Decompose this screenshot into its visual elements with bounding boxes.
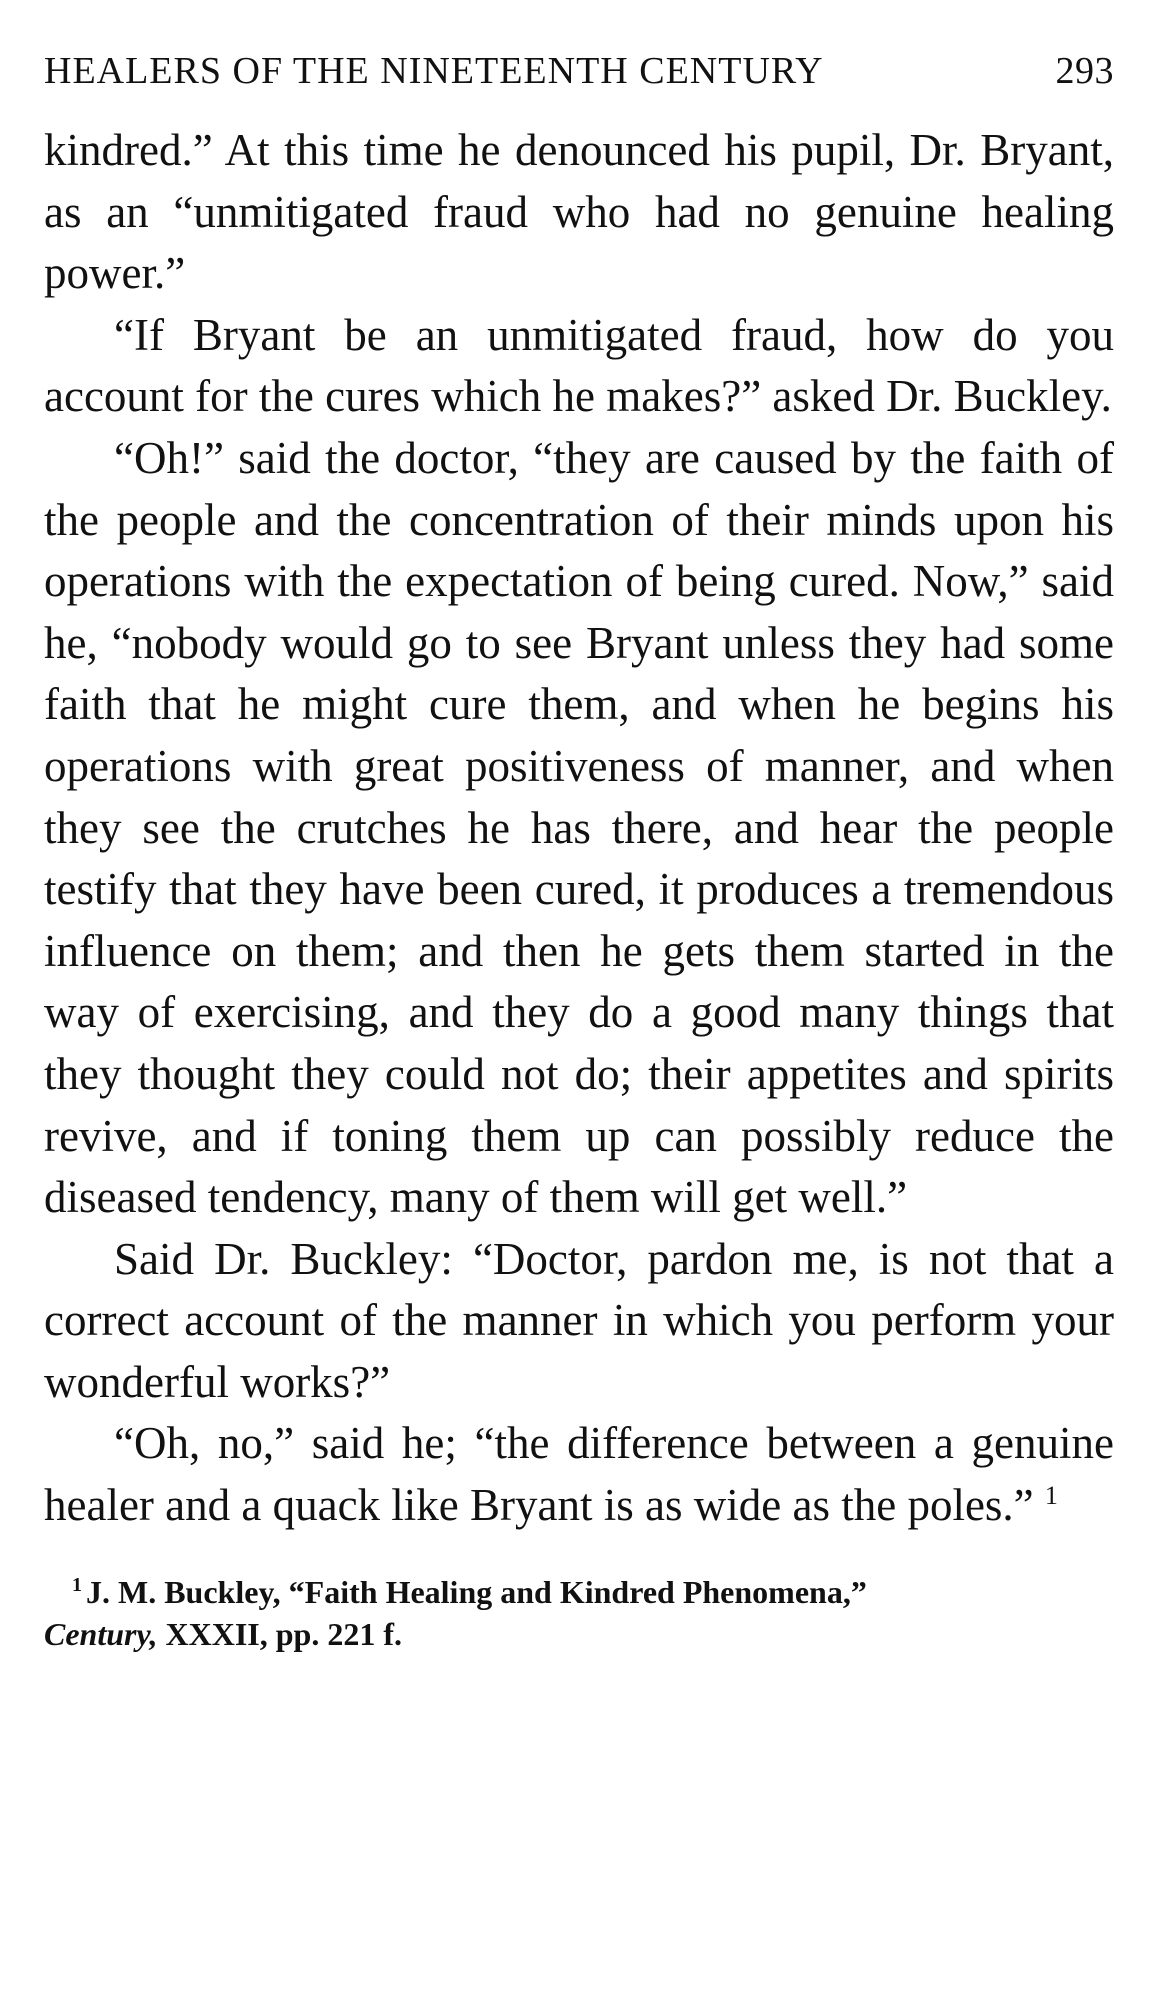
page-number: 293 xyxy=(1055,50,1114,92)
running-title: HEALERS OF THE NINETEENTH CENTURY xyxy=(44,50,824,92)
footnote xyxy=(44,1571,1114,1655)
paragraph-5 xyxy=(44,1413,1114,1536)
paragraph-1: kindred.” At this time he denounced his pupil, Dr. Bryant, as an “unmitigated fraud who had no genuine healing power.” xyxy=(44,125,1114,299)
body-text xyxy=(44,120,1114,1537)
book-page xyxy=(44,40,1114,1655)
footnote-marker: 1 xyxy=(72,1574,82,1596)
paragraph-5-text: “Oh, no,” said he; “the difference between a genuine healer and a quack like Bryant is as wide as the poles.” xyxy=(44,1418,1114,1531)
paragraph-3: “Oh!” said the doctor, “they are caused by the faith of the people and the concentration of their minds upon his operations with the expectation of being cured. Now,” said he, “nobody would go to see Bryant unless they had some faith that he might cure them, and when he begins his operations with great positiveness of manner, and when they see the crutches he has there, and hear the people testify that they have been cured, it produces a tremendous influence on them; and then he gets them started in the way of exercising, and they do a good many things that they thought they could not do; their appetites and spirits revive, and if toning them up can possibly reduce the diseased tendency, many of them will get well.” xyxy=(44,432,1114,1223)
footnote-tail: XXXII, pp. 221 f. xyxy=(165,1615,402,1652)
paragraph-4: Said Dr. Buckley: “Doctor, pardon me, is not that a correct account of the manner in which you perform your wonderful works?” xyxy=(44,1233,1114,1407)
footnote-lead: J. M. Buckley, “Faith Healing and Kindred Phenomena,” xyxy=(86,1573,867,1610)
footnote-journal: Century, xyxy=(44,1615,158,1652)
running-head xyxy=(44,40,1114,102)
footnote-reference[interactable]: 1 xyxy=(1044,1481,1058,1511)
paragraph-2: “If Bryant be an unmitigated fraud, how do you account for the cures which he makes?” asked Dr. Buckley. xyxy=(44,309,1114,422)
